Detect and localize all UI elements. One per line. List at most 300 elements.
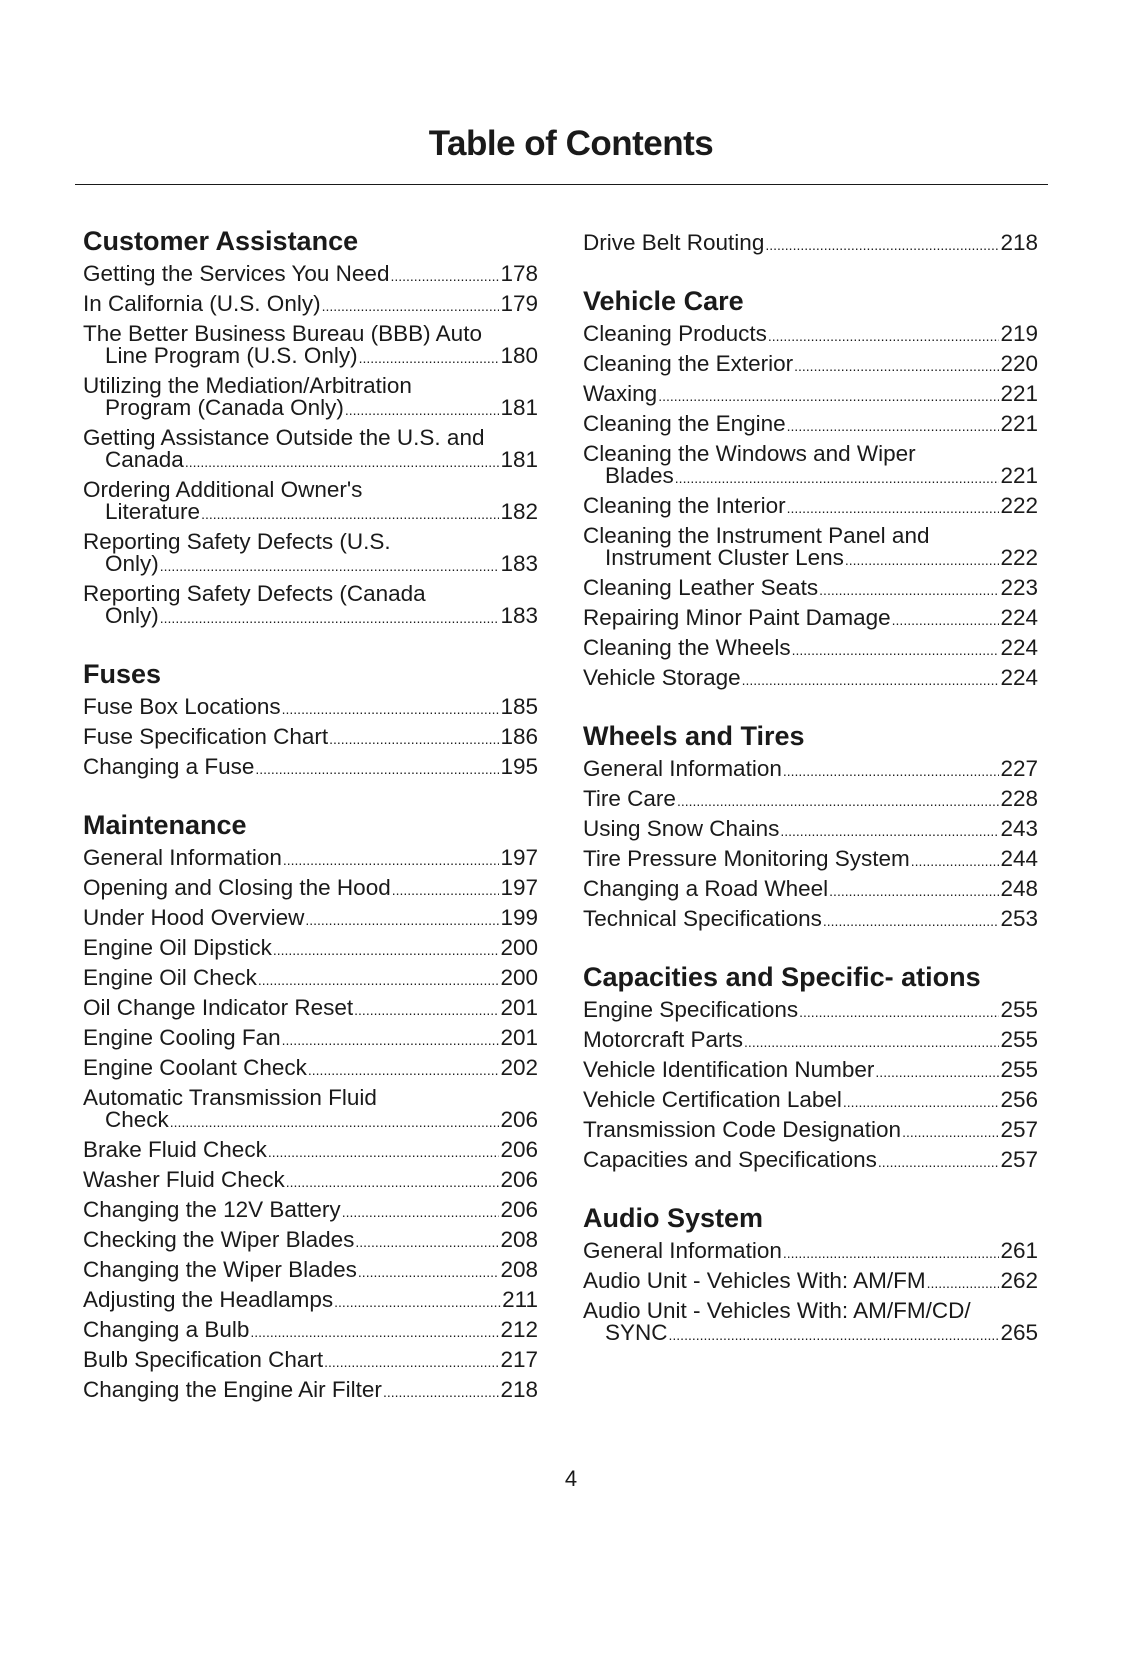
toc-entry[interactable] bbox=[83, 1345, 538, 1375]
toc-entry[interactable] bbox=[83, 963, 538, 993]
toc-entry-line bbox=[83, 345, 538, 367]
dot-leader bbox=[792, 637, 1000, 659]
toc-entry[interactable] bbox=[83, 475, 538, 527]
toc-entry-line bbox=[583, 637, 1038, 659]
dot-leader bbox=[783, 758, 1000, 780]
toc-entry-line bbox=[83, 501, 538, 523]
toc-entry-line bbox=[83, 263, 538, 285]
toc-entry-title: Opening and Closing the Hood bbox=[83, 875, 391, 900]
dot-leader bbox=[742, 667, 1000, 689]
dot-leader bbox=[799, 999, 999, 1021]
toc-entry-page: 222 bbox=[1000, 545, 1038, 570]
page-number: 4 bbox=[564, 1466, 578, 1491]
dot-leader bbox=[677, 788, 1000, 810]
toc-entry-line bbox=[583, 577, 1038, 599]
toc-entry-line bbox=[83, 967, 538, 989]
toc-entry-page: 223 bbox=[1000, 575, 1038, 600]
toc-entry-title: Checking the Wiper Blades bbox=[83, 1227, 355, 1252]
toc-section-audio-system bbox=[583, 1205, 1038, 1348]
toc-entry[interactable] bbox=[83, 289, 538, 319]
toc-entry[interactable] bbox=[583, 1236, 1038, 1266]
toc-left-column bbox=[83, 228, 538, 1435]
toc-section-capacities-and-specific-ations bbox=[583, 964, 1038, 1175]
toc-entry-title: Engine Specifications bbox=[583, 997, 799, 1022]
dot-leader bbox=[322, 293, 500, 315]
toc-entry-title: Vehicle Identification Number bbox=[583, 1057, 875, 1082]
toc-entry-line bbox=[83, 937, 538, 959]
toc-entry-title: Under Hood Overview bbox=[83, 905, 305, 930]
toc-entry-page: 185 bbox=[500, 694, 538, 719]
toc-entry[interactable] bbox=[583, 663, 1038, 693]
toc-entry-line bbox=[583, 788, 1038, 810]
toc-entry-title-line1: Reporting Safety Defects (Canada bbox=[83, 581, 426, 606]
toc-entry[interactable] bbox=[583, 228, 1038, 258]
toc-entry-title-line1: Cleaning the Instrument Panel and bbox=[583, 523, 930, 548]
toc-entry-title: Changing a Fuse bbox=[83, 754, 255, 779]
toc-entry-title: Cleaning the Engine bbox=[583, 411, 786, 436]
toc-entry-page: 261 bbox=[1000, 1238, 1038, 1263]
toc-entry-line bbox=[583, 1322, 1038, 1344]
toc-entry-page: 218 bbox=[1000, 230, 1038, 255]
toc-entry-title: General Information bbox=[583, 1238, 782, 1263]
toc-entry-title-line1: Getting Assistance Outside the U.S. and bbox=[83, 425, 485, 450]
toc-entry-title-line1: Utilizing the Mediation/Arbitration bbox=[83, 373, 412, 398]
toc-entry-page: 262 bbox=[1000, 1268, 1038, 1293]
section-heading: Capacities and Specific- ations bbox=[583, 962, 981, 992]
toc-entry-title: General Information bbox=[583, 756, 782, 781]
dot-leader bbox=[324, 1349, 499, 1371]
toc-entry-title: Fuse Box Locations bbox=[83, 694, 281, 719]
toc-entry[interactable] bbox=[83, 1255, 538, 1285]
toc-entry-page: 186 bbox=[500, 724, 538, 749]
dot-leader bbox=[794, 353, 999, 375]
toc-entry-page: 181 bbox=[500, 447, 538, 472]
toc-entry-title: Bulb Specification Chart bbox=[83, 1347, 324, 1372]
toc-entry-page: 200 bbox=[500, 965, 538, 990]
toc-entry-page: 244 bbox=[1000, 846, 1038, 871]
toc-entry-line bbox=[583, 908, 1038, 930]
toc-entry[interactable] bbox=[583, 1055, 1038, 1085]
toc-entry-line bbox=[83, 756, 538, 778]
toc-entry-title: Vehicle Certification Label bbox=[583, 1087, 842, 1112]
toc-entry-title: Engine Oil Dipstick bbox=[83, 935, 272, 960]
toc-entry[interactable] bbox=[83, 259, 538, 289]
dot-leader bbox=[765, 232, 999, 254]
dot-leader bbox=[160, 553, 500, 575]
toc-entry-page: 199 bbox=[500, 905, 538, 930]
toc-entry[interactable] bbox=[583, 603, 1038, 633]
toc-entry-page: 228 bbox=[1000, 786, 1038, 811]
toc-entry-title: Oil Change Indicator Reset bbox=[83, 995, 354, 1020]
toc-entry-line bbox=[583, 465, 1038, 487]
toc-entry-title: Program (Canada Only) bbox=[105, 395, 344, 420]
toc-entry-page: 256 bbox=[1000, 1087, 1038, 1112]
toc-entry-line bbox=[83, 1109, 538, 1131]
toc-entry-page: 211 bbox=[502, 1287, 538, 1312]
dot-leader bbox=[282, 696, 500, 718]
toc-entry-title-line1: Reporting Safety Defects (U.S. bbox=[83, 529, 391, 554]
toc-entry-title: Changing a Road Wheel bbox=[583, 876, 829, 901]
toc-entry-title-line1: Audio Unit - Vehicles With: AM/FM/CD/ bbox=[583, 1298, 971, 1323]
toc-entry-line bbox=[83, 293, 538, 315]
toc-entry[interactable] bbox=[583, 1115, 1038, 1145]
toc-entry-title: Getting the Services You Need bbox=[83, 261, 390, 286]
dot-leader bbox=[780, 818, 999, 840]
dot-leader bbox=[927, 1270, 1000, 1292]
toc-entry-title: Engine Cooling Fan bbox=[83, 1025, 281, 1050]
dot-leader bbox=[355, 1229, 499, 1251]
toc-entry[interactable] bbox=[583, 1085, 1038, 1115]
toc-right-column bbox=[583, 228, 1038, 1378]
toc-entry-title: Blades bbox=[605, 463, 674, 488]
dot-leader bbox=[902, 1119, 999, 1141]
toc-entry-title: Canada bbox=[105, 447, 184, 472]
toc-entry-line bbox=[583, 999, 1038, 1021]
toc-section-continued bbox=[583, 228, 1038, 258]
section-heading: Wheels and Tires bbox=[583, 721, 805, 751]
dot-leader bbox=[358, 1259, 500, 1281]
toc-section-wheels-and-tires bbox=[583, 723, 1038, 934]
toc-entry-line bbox=[83, 1229, 538, 1251]
toc-entry-page: 202 bbox=[500, 1055, 538, 1080]
toc-entry-title: Check bbox=[105, 1107, 169, 1132]
section-heading: Vehicle Care bbox=[583, 286, 744, 316]
dot-leader bbox=[843, 1089, 1000, 1111]
toc-entry-title: Cleaning the Wheels bbox=[583, 635, 791, 660]
toc-entry-page: 208 bbox=[500, 1227, 538, 1252]
toc-entry-line bbox=[83, 553, 538, 575]
toc-entry-title: Fuse Specification Chart bbox=[83, 724, 329, 749]
toc-entry-page: 257 bbox=[1000, 1147, 1038, 1172]
toc-entry-page: 206 bbox=[500, 1137, 538, 1162]
toc-entry-page: 221 bbox=[1000, 381, 1038, 406]
toc-entry-page: 255 bbox=[1000, 997, 1038, 1022]
toc-entry[interactable] bbox=[583, 874, 1038, 904]
toc-entry-title: Adjusting the Headlamps bbox=[83, 1287, 334, 1312]
toc-entry-page: 221 bbox=[1000, 463, 1038, 488]
toc-entry-page: 180 bbox=[500, 343, 538, 368]
dot-leader bbox=[878, 1149, 1000, 1171]
dot-leader bbox=[268, 1139, 500, 1161]
toc-entry-title: General Information bbox=[83, 845, 282, 870]
toc-entry[interactable] bbox=[83, 1083, 538, 1135]
toc-entry-page: 255 bbox=[1000, 1027, 1038, 1052]
toc-entry-page: 197 bbox=[500, 845, 538, 870]
toc-entry-line bbox=[583, 878, 1038, 900]
dot-leader bbox=[283, 847, 500, 869]
toc-entry-line bbox=[83, 877, 538, 899]
toc-entry-title: Literature bbox=[105, 499, 201, 524]
dot-leader bbox=[783, 1240, 1000, 1262]
toc-entry-page: 201 bbox=[500, 1025, 538, 1050]
toc-entry-title: Drive Belt Routing bbox=[583, 230, 765, 255]
toc-entry-page: 178 bbox=[500, 261, 538, 286]
toc-entry-line bbox=[83, 907, 538, 929]
toc-entry[interactable] bbox=[83, 1285, 538, 1315]
toc-entry-page: 227 bbox=[1000, 756, 1038, 781]
toc-entry-line bbox=[583, 1059, 1038, 1081]
toc-entry-title: Only) bbox=[105, 551, 159, 576]
dot-leader bbox=[273, 937, 500, 959]
toc-entry-line bbox=[583, 495, 1038, 517]
toc-entry[interactable] bbox=[583, 1296, 1038, 1348]
toc-section-fuses bbox=[83, 661, 538, 782]
toc-entry-title: Vehicle Storage bbox=[583, 665, 741, 690]
toc-entry-page: 219 bbox=[1000, 321, 1038, 346]
toc-entry-page: 220 bbox=[1000, 351, 1038, 376]
toc-entry-line bbox=[83, 397, 538, 419]
toc-entry-title: Waxing bbox=[583, 381, 658, 406]
toc-entry-title: Capacities and Specifications bbox=[583, 1147, 877, 1172]
toc-entry-line bbox=[83, 1379, 538, 1401]
toc-entry-line bbox=[83, 1139, 538, 1161]
dot-leader bbox=[308, 1057, 500, 1079]
toc-entry-line bbox=[583, 232, 1038, 254]
dot-leader bbox=[823, 908, 1000, 930]
toc-entry[interactable] bbox=[83, 1375, 538, 1405]
toc-section-customer-assistance bbox=[83, 228, 538, 631]
dot-leader bbox=[911, 848, 1000, 870]
dot-leader bbox=[383, 1379, 500, 1401]
toc-entry[interactable] bbox=[83, 993, 538, 1023]
toc-entry-line bbox=[583, 818, 1038, 840]
toc-entry-title: Brake Fluid Check bbox=[83, 1137, 267, 1162]
toc-entry[interactable] bbox=[83, 1225, 538, 1255]
dot-leader bbox=[185, 449, 500, 471]
toc-entry-page: 201 bbox=[500, 995, 538, 1020]
toc-entry-page: 248 bbox=[1000, 876, 1038, 901]
toc-entry-line bbox=[583, 1149, 1038, 1171]
toc-entry-page: 217 bbox=[500, 1347, 538, 1372]
dot-leader bbox=[819, 577, 999, 599]
toc-entry-line bbox=[583, 1029, 1038, 1051]
title-divider bbox=[75, 184, 1048, 185]
toc-entry[interactable] bbox=[583, 633, 1038, 663]
toc-entry-title: Line Program (U.S. Only) bbox=[105, 343, 358, 368]
toc-entry-page: 183 bbox=[500, 603, 538, 628]
toc-entry-page: 206 bbox=[500, 1167, 538, 1192]
dot-leader bbox=[744, 1029, 999, 1051]
toc-entry-line bbox=[83, 1199, 538, 1221]
toc-entry[interactable] bbox=[83, 752, 538, 782]
toc-entry[interactable] bbox=[583, 491, 1038, 521]
dot-leader bbox=[875, 1059, 999, 1081]
toc-entry-page: 195 bbox=[500, 754, 538, 779]
toc-entry[interactable] bbox=[83, 423, 538, 475]
toc-entry-page: 222 bbox=[1000, 493, 1038, 518]
toc-entry-title: Using Snow Chains bbox=[583, 816, 780, 841]
toc-entry[interactable] bbox=[583, 521, 1038, 573]
toc-entry-line bbox=[83, 847, 538, 869]
toc-entry-line bbox=[583, 1240, 1038, 1262]
dot-leader bbox=[342, 1199, 500, 1221]
toc-entry[interactable] bbox=[583, 904, 1038, 934]
toc-entry[interactable] bbox=[83, 1135, 538, 1165]
toc-entry[interactable] bbox=[83, 319, 538, 371]
toc-entry-title: Cleaning the Interior bbox=[583, 493, 786, 518]
toc-entry-page: 265 bbox=[1000, 1320, 1038, 1345]
toc-entry-line bbox=[583, 353, 1038, 375]
dot-leader bbox=[334, 1289, 501, 1311]
dot-leader bbox=[170, 1109, 500, 1131]
toc-entry[interactable] bbox=[583, 439, 1038, 491]
toc-entry[interactable] bbox=[83, 692, 538, 722]
dot-leader bbox=[201, 501, 499, 523]
dot-leader bbox=[669, 1322, 1000, 1344]
dot-leader bbox=[359, 345, 500, 367]
toc-entry-title: Repairing Minor Paint Damage bbox=[583, 605, 891, 630]
toc-entry-title: Cleaning Products bbox=[583, 321, 767, 346]
toc-entry[interactable] bbox=[583, 784, 1038, 814]
dot-leader bbox=[329, 726, 499, 748]
toc-entry-line bbox=[583, 1270, 1038, 1292]
toc-entry[interactable] bbox=[83, 579, 538, 631]
toc-entry-line bbox=[583, 848, 1038, 870]
toc-entry[interactable] bbox=[83, 371, 538, 423]
toc-entry[interactable] bbox=[83, 722, 538, 752]
toc-entry-title: In California (U.S. Only) bbox=[83, 291, 321, 316]
toc-entry-page: 179 bbox=[500, 291, 538, 316]
toc-entry-page: 200 bbox=[500, 935, 538, 960]
toc-entry-title-line1: The Better Business Bureau (BBB) Auto bbox=[83, 321, 482, 346]
toc-entry[interactable] bbox=[83, 527, 538, 579]
dot-leader bbox=[392, 877, 500, 899]
toc-entry-line bbox=[83, 696, 538, 718]
dot-leader bbox=[160, 605, 500, 627]
toc-entry[interactable] bbox=[83, 1195, 538, 1225]
toc-entry[interactable] bbox=[583, 814, 1038, 844]
toc-entry-title-line1: Cleaning the Windows and Wiper bbox=[583, 441, 916, 466]
toc-entry-title: Changing the Wiper Blades bbox=[83, 1257, 357, 1282]
toc-entry-page: 221 bbox=[1000, 411, 1038, 436]
toc-entry-title: Only) bbox=[105, 603, 159, 628]
toc-entry[interactable] bbox=[583, 349, 1038, 379]
toc-entry-page: 206 bbox=[500, 1107, 538, 1132]
section-heading: Customer Assistance bbox=[83, 226, 359, 256]
toc-entry-line bbox=[583, 607, 1038, 629]
toc-entry[interactable] bbox=[83, 903, 538, 933]
toc-entry-title: Instrument Cluster Lens bbox=[605, 545, 844, 570]
toc-entry-title: Changing the Engine Air Filter bbox=[83, 1377, 382, 1402]
toc-entry-line bbox=[83, 1289, 538, 1311]
toc-entry-page: 197 bbox=[500, 875, 538, 900]
page-title: Table of Contents bbox=[428, 124, 714, 163]
toc-entry-page: 257 bbox=[1000, 1117, 1038, 1142]
dot-leader bbox=[258, 967, 500, 989]
toc-entry-line bbox=[83, 1259, 538, 1281]
section-heading: Fuses bbox=[83, 659, 162, 689]
toc-entry[interactable] bbox=[83, 1053, 538, 1083]
dot-leader bbox=[255, 756, 499, 778]
toc-entry-page: 224 bbox=[1000, 665, 1038, 690]
dot-leader bbox=[250, 1319, 499, 1341]
toc-entry-page: 206 bbox=[500, 1197, 538, 1222]
toc-entry-page: 243 bbox=[1000, 816, 1038, 841]
section-heading: Maintenance bbox=[83, 810, 247, 840]
toc-entry[interactable] bbox=[583, 1266, 1038, 1296]
dot-leader bbox=[305, 907, 499, 929]
toc-section-maintenance bbox=[83, 812, 538, 1405]
toc-entry[interactable] bbox=[83, 843, 538, 873]
toc-entry-title: Engine Coolant Check bbox=[83, 1055, 307, 1080]
toc-entry-page: 218 bbox=[500, 1377, 538, 1402]
toc-entry[interactable] bbox=[583, 754, 1038, 784]
toc-entry[interactable] bbox=[583, 1025, 1038, 1055]
toc-entry[interactable] bbox=[583, 319, 1038, 349]
toc-entry[interactable] bbox=[583, 1145, 1038, 1175]
toc-entry-line bbox=[83, 1319, 538, 1341]
toc-entry-title: Engine Oil Check bbox=[83, 965, 257, 990]
toc-entry-page: 224 bbox=[1000, 635, 1038, 660]
toc-entry[interactable] bbox=[83, 873, 538, 903]
toc-entry-title: Tire Pressure Monitoring System bbox=[583, 846, 910, 871]
dot-leader bbox=[345, 397, 500, 419]
toc-entry[interactable] bbox=[83, 1315, 538, 1345]
toc-entry-title: Changing the 12V Battery bbox=[83, 1197, 341, 1222]
toc-entry-page: 183 bbox=[500, 551, 538, 576]
toc-entry-line bbox=[83, 1169, 538, 1191]
dot-leader bbox=[658, 383, 999, 405]
toc-entry-page: 224 bbox=[1000, 605, 1038, 630]
section-heading: Audio System bbox=[583, 1203, 764, 1233]
dot-leader bbox=[787, 413, 1000, 435]
toc-entry-line bbox=[583, 413, 1038, 435]
toc-entry-page: 253 bbox=[1000, 906, 1038, 931]
toc-entry[interactable] bbox=[583, 379, 1038, 409]
dot-leader bbox=[892, 607, 1000, 629]
toc-entry-title: Audio Unit - Vehicles With: AM/FM bbox=[583, 1268, 926, 1293]
toc-entry-title-line1: Ordering Additional Owner's bbox=[83, 477, 363, 502]
dot-leader bbox=[282, 1027, 500, 1049]
dot-leader bbox=[675, 465, 1000, 487]
toc-entry-page: 181 bbox=[500, 395, 538, 420]
dot-leader bbox=[768, 323, 1000, 345]
toc-entry-title: Cleaning the Exterior bbox=[583, 351, 794, 376]
toc-entry-line bbox=[583, 1119, 1038, 1141]
toc-entry[interactable] bbox=[583, 995, 1038, 1025]
toc-entry-page: 182 bbox=[500, 499, 538, 524]
toc-entry-line bbox=[583, 547, 1038, 569]
toc-entry-page: 255 bbox=[1000, 1057, 1038, 1082]
toc-entry-page: 208 bbox=[500, 1257, 538, 1282]
toc-entry-line bbox=[583, 758, 1038, 780]
toc-entry-title: Transmission Code Designation bbox=[583, 1117, 902, 1142]
toc-entry-line bbox=[83, 449, 538, 471]
toc-entry-line bbox=[583, 1089, 1038, 1111]
toc-entry[interactable] bbox=[83, 933, 538, 963]
toc-entry-line bbox=[583, 323, 1038, 345]
toc-entry-title: Motorcraft Parts bbox=[583, 1027, 744, 1052]
toc-entry[interactable] bbox=[583, 573, 1038, 603]
toc-entry-line bbox=[83, 1349, 538, 1371]
dot-leader bbox=[354, 997, 499, 1019]
toc-entry-line bbox=[583, 383, 1038, 405]
dot-leader bbox=[829, 878, 999, 900]
toc-entry-line bbox=[583, 667, 1038, 689]
toc-entry[interactable] bbox=[583, 409, 1038, 439]
toc-entry[interactable] bbox=[583, 844, 1038, 874]
toc-entry-line bbox=[83, 997, 538, 1019]
toc-entry[interactable] bbox=[83, 1165, 538, 1195]
toc-entry-title: SYNC bbox=[605, 1320, 668, 1345]
toc-entry-line bbox=[83, 1057, 538, 1079]
toc-entry-line bbox=[83, 726, 538, 748]
toc-entry-title: Tire Care bbox=[583, 786, 676, 811]
toc-entry-title: Technical Specifications bbox=[583, 906, 822, 931]
dot-leader bbox=[845, 547, 1000, 569]
toc-entry[interactable] bbox=[83, 1023, 538, 1053]
toc-entry-title: Washer Fluid Check bbox=[83, 1167, 285, 1192]
